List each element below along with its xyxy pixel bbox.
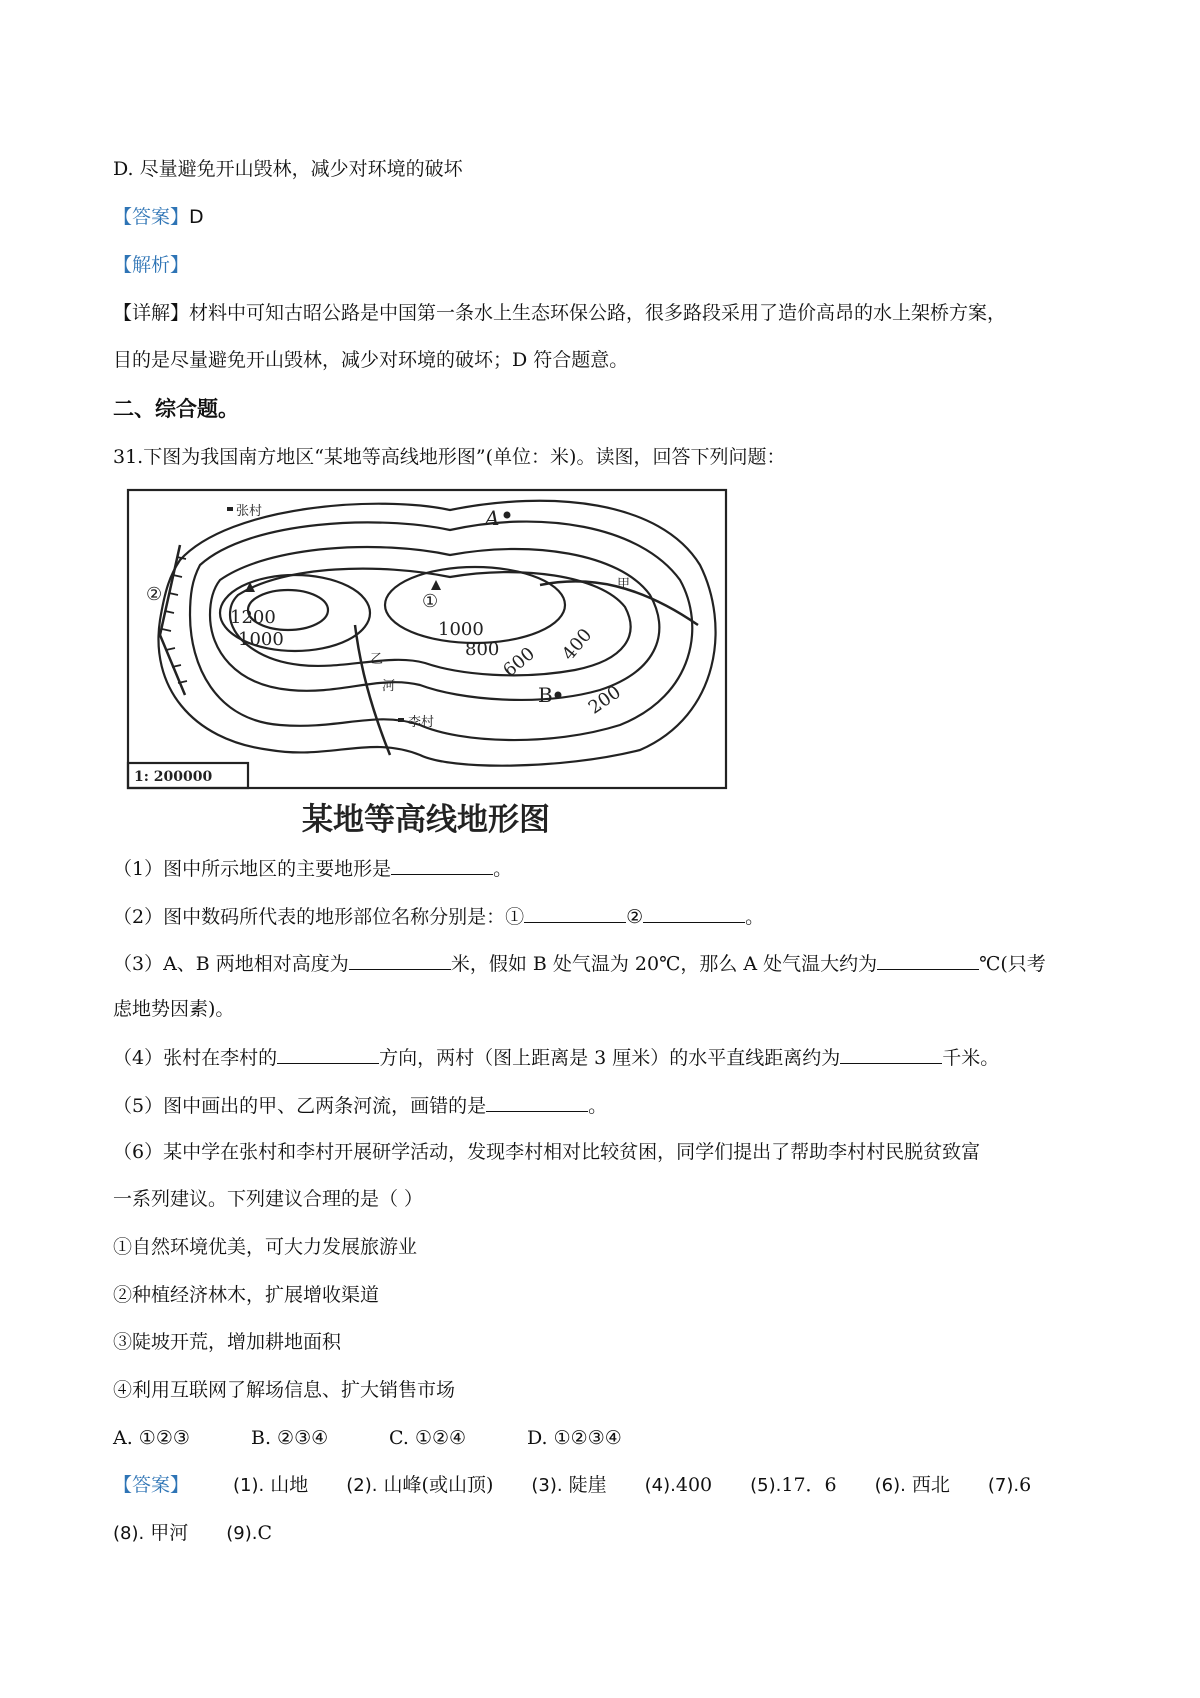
q3-blank-2 [877, 953, 979, 970]
final-answer-item: (9).C [226, 1522, 273, 1544]
option-3: ③陡坡开荒，增加耕地面积 [113, 1331, 342, 1353]
q4-blank-1 [277, 1047, 379, 1064]
option-2: ②种植经济林木，扩展增收渠道 [113, 1284, 380, 1306]
q5-text: （5）图中画出的甲、乙两条河流，画错的是 [113, 1095, 487, 1117]
label-river-he: 河 [382, 679, 396, 694]
option-d: D. 尽量避免开山毁林，减少对环境的破坏 [113, 158, 463, 180]
answer-value: D [189, 206, 204, 228]
final-answer-row-2 [113, 1524, 310, 1543]
option-1: ①自然环境优美，可大力发展旅游业 [113, 1236, 418, 1258]
final-answer-item: (4).400 [644, 1474, 713, 1496]
final-answer-item: (6). 西北 [874, 1474, 950, 1496]
label-li: 李村 [408, 715, 435, 730]
label-b: B [538, 683, 553, 707]
label-peak-1: ① [422, 591, 439, 612]
contour-label-1200: 1200 [230, 607, 276, 628]
label-zhang: 张村 [236, 504, 263, 519]
contour-label-1000-right: 1000 [438, 619, 484, 640]
point-a-marker [504, 512, 511, 519]
q4-text: （4）张村在李村的 [113, 1047, 278, 1069]
final-answer-item: (8). 甲河 [113, 1522, 189, 1544]
q4-end: 千米。 [942, 1047, 1000, 1069]
choice-c: C. ①②④ [389, 1427, 467, 1449]
q5-end: 。 [588, 1095, 608, 1117]
question-2 [113, 906, 764, 927]
analysis-label: 【解析】 [113, 254, 190, 276]
final-answer-item: (1). 山地 [233, 1474, 309, 1496]
contour-label-200: 200 [584, 681, 625, 719]
detail-line-2: 目的是尽量避免开山毁林，减少对环境的破坏；D 符合题意。 [113, 349, 629, 371]
choice-b: B. ②③④ [251, 1427, 329, 1449]
scale-text: 1: 200000 [134, 769, 213, 785]
zhang-village-marker [227, 507, 233, 511]
q3-end: ℃(只考 [979, 953, 1046, 975]
contour-label-400: 400 [558, 624, 597, 665]
final-answer-item: (3). 陡崖 [531, 1474, 607, 1496]
li-village-marker [398, 718, 404, 722]
contour-map [120, 485, 732, 845]
q3-blank-1 [349, 953, 451, 970]
q2-end: 。 [745, 906, 765, 928]
question-6-line-1: （6）某中学在张村和李村开展研学活动，发现李村相对比较贫困，同学们提出了帮助李村村民脱贫致富 [113, 1141, 981, 1163]
q1-text: （1）图中所示地区的主要地形是 [113, 858, 392, 880]
question-stem: 31.下图为我国南方地区“某地等高线地形图”(单位：米)。读图，回答下列问题： [113, 446, 786, 468]
q4-mid: 方向，两村（图上距离是 3 厘米）的水平直线距离约为 [379, 1047, 841, 1069]
option-4: ④利用互联网了解场信息、扩大销售市场 [113, 1379, 456, 1401]
choices-row [113, 1429, 622, 1448]
q2-text: （2）图中数码所代表的地形部位名称分别是：① [113, 906, 525, 928]
label-cliff-2: ② [146, 584, 163, 605]
section-title: 二、综合题。 [113, 396, 239, 421]
final-answer-item: (2). 山峰(或山顶) [346, 1474, 494, 1496]
label-river-jia: 甲 [617, 577, 631, 592]
q1-end: 。 [493, 858, 513, 880]
q4-blank-2 [840, 1047, 942, 1064]
q2-blank-1 [524, 906, 626, 923]
detail-line-1: 【详解】材料中可知古昭公路是中国第一条水上生态环保公路，很多路段采用了造价高昂的水上架桥方案， [113, 302, 1007, 324]
question-1 [113, 858, 512, 879]
q3-mid: 米，假如 B 处气温为 20℃，那么 A 处气温大约为 [450, 953, 878, 975]
question-6-line-2: 一系列建议。下列建议合理的是（ ） [113, 1188, 424, 1210]
answer-row [113, 208, 204, 227]
contour-label-1000-left: 1000 [238, 629, 284, 650]
contour-label-600: 600 [499, 643, 540, 682]
point-b-marker [555, 692, 562, 699]
final-answer-item: (7).6 [987, 1474, 1032, 1496]
peak-marker-right [431, 580, 441, 590]
question-5 [113, 1095, 607, 1116]
final-answer-label: 【答案】 [113, 1474, 190, 1496]
choice-a: A. ①②③ [113, 1427, 190, 1449]
q2-mid: ② [626, 906, 644, 928]
q5-blank [486, 1095, 588, 1112]
question-3-line-2: 虑地势因素)。 [113, 998, 235, 1020]
label-river-yi: 乙 [370, 652, 384, 667]
q1-blank [391, 858, 493, 875]
final-answer-row-1 [113, 1476, 1031, 1495]
choice-d: D. ①②③④ [527, 1427, 622, 1449]
label-a: A [485, 506, 500, 530]
final-answer-item: (5).17．6 [750, 1474, 837, 1496]
contour-label-800: 800 [465, 639, 500, 660]
question-3 [113, 953, 1046, 974]
q2-blank-2 [643, 906, 745, 923]
map-caption: 某地等高线地形图 [302, 802, 550, 838]
q3-text: （3）A、B 两地相对高度为 [113, 953, 349, 975]
question-4 [113, 1047, 999, 1068]
answer-label: 【答案】 [113, 206, 190, 228]
